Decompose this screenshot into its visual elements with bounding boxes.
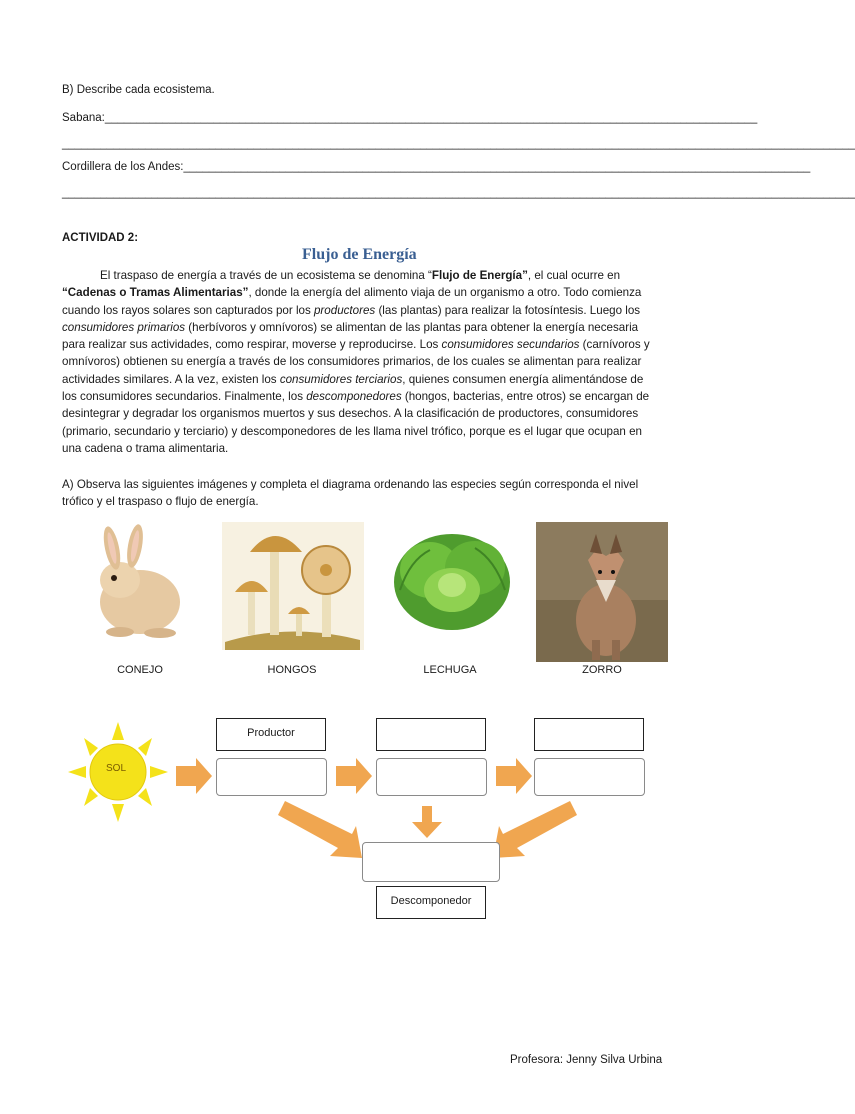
lettuce-image — [394, 534, 510, 630]
label-box-3[interactable] — [534, 718, 644, 751]
rabbit-image — [100, 523, 180, 638]
label-box-2[interactable] — [376, 718, 486, 751]
instructions: A) Observa las siguientes imágenes y completa el diagrama ordenando las especies según corresponda el nivel trófico y el traspaso o flujo de energía. — [62, 478, 639, 509]
sabana-label: Sabana: — [62, 112, 105, 124]
part-b-prompt: B) Describe cada ecosistema. — [62, 84, 215, 96]
mushrooms-image — [222, 522, 364, 650]
producer-answer-box[interactable] — [216, 758, 327, 796]
teacher-footer: Profesora: Jenny Silva Urbina — [510, 1054, 663, 1066]
sun-label: SOL — [106, 763, 127, 774]
secondary-answer-box[interactable] — [534, 758, 645, 796]
decomposer-label-box: Descomponedor — [376, 886, 486, 919]
caption-conejo: CONEJO — [117, 664, 163, 676]
andes-line-2[interactable]: ____________________________________________________________________________________________________________________________ — [62, 187, 855, 199]
producer-label-box: Productor — [216, 718, 326, 751]
activity-heading: ACTIVIDAD 2: — [62, 232, 139, 244]
sabana-line[interactable]: Sabana:______________________________________________________________________________________________________ — [62, 112, 758, 124]
primary-answer-box[interactable] — [376, 758, 487, 796]
caption-lechuga: LECHUGA — [423, 664, 477, 676]
andes-label: Cordillera de los Andes: — [62, 161, 184, 173]
body-paragraph: El traspaso de energía a través de un ecosistema se denomina “Flujo de Energía”, el cual ocurre en “Cadenas o Tramas Alimentarias”, donde la energía del alimento viaja de un organismo a otro. Todo comienza cuando los rayos solares son capturados por los productores (las plantas) para realizar la fotosíntesis. Luego los consumidores primarios (herbívoros y omnívoros) se alimentan de las plantas para obtener la energía necesaria para realizar sus actividades, como respirar, moverse y reproducirse. Los consumidores secundarios (carnívoros y omnívoros) obtienen su energía a través de los consumidores primarios, de los cuales se alimentan para realizar actividades similares. A la vez, existen los consumidores terciarios, quienes consumen energía alimentándose de los consumidores secundarios. Finalmente, los descomponedores (hongos, bacterias, entre otros) se encargan de desintegrar y degradar los organismos muertos y sus desechos. A la clasificación de productores, consumidores (primario, secundario y terciario) y descomponedores de les llama nivel trófico, porque es el lugar que ocupan en una cadena o trama alimentaria. — [62, 269, 650, 455]
sabana-line-2[interactable]: ____________________________________________________________________________________________________________________________ — [62, 138, 855, 150]
page-title: Flujo de Energía — [302, 246, 417, 263]
andes-line[interactable]: Cordillera de los Andes:__________________________________________________________________________________________________ — [62, 161, 811, 173]
decomposer-answer-box[interactable] — [362, 842, 500, 882]
caption-zorro: ZORRO — [582, 664, 622, 676]
fox-image — [536, 522, 668, 662]
caption-hongos: HONGOS — [267, 664, 317, 676]
